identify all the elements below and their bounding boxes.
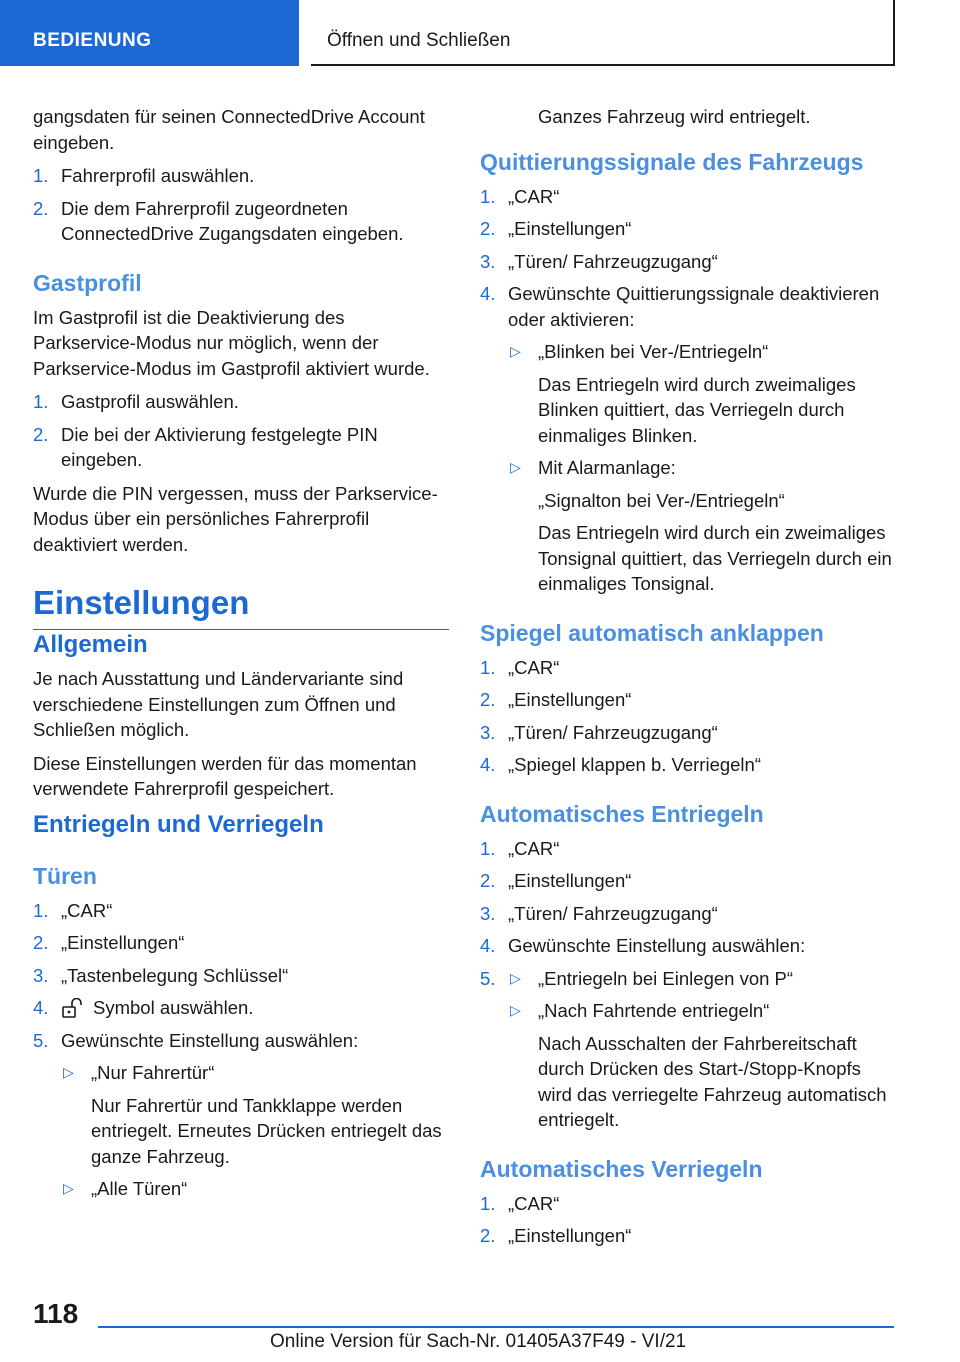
heading-allgemein: Allgemein [33,631,148,658]
heading-gastprofil: Gastprofil [33,269,142,296]
list-item: 4. „Spiegel klappen b. Verriegeln“ [480,754,761,775]
option-description: Das Entriegeln wird durch zweimaliges Blinken quittiert, das Verriegeln durch einmaliges Blinken. [538,373,856,446]
list-item: 1. Gastprofil auswählen. [33,391,239,412]
list-item: 4. Symbol auswählen. [33,997,254,1018]
heading-automatisches-entriegeln: Automatisches Entriegeln [480,800,764,827]
option-description: Das Entriegeln wird durch ein zweimaliges Tonsignal quittiert, das Verriegeln durch ein einmaliges Tonsignal. [538,522,892,594]
option-item: ▷ „Nur Fahrertür“ [33,1060,449,1086]
section-label: BEDIENUNG [33,30,152,51]
list-item: 2. „Einstellungen“ [480,870,632,891]
option-description: Nach Ausschalten der Fahrbereitschaft durch Drücken des Start-/Stopp-Knopfs wird das verriegelte Fahrzeug automatisch entriegelt. [538,1032,887,1130]
unlock-icon [61,998,87,1018]
list-item: 1. „CAR“ [33,899,113,921]
list-item: 4. Gewünschte Quittierungssignale deaktivieren oder aktivieren: [480,283,880,330]
section-tab [0,0,299,66]
list-item: 3. „Türen/ Fahrzeugzugang“ [480,902,718,924]
list-item: 1. „CAR“ [480,656,560,678]
triangle-bullet-icon: ▷ [510,1002,521,1018]
right-column [480,104,896,1257]
triangle-bullet-icon: ▷ [510,343,521,359]
list-item: 1. Fahrerprofil auswählen. [33,165,255,186]
option-description: Nur Fahrertür und Tankklappe werden entriegelt. Erneutes Drücken entriegelt das ganze Fahrzeug. [91,1094,442,1167]
list-item: 1. „CAR“ [480,185,560,207]
chapter-title: Öffnen und Schließen [327,30,511,51]
intro-text: gangsdaten für seinen ConnectedDrive Account eingeben. [33,106,425,153]
steps-spiegel [480,655,896,778]
heading-entriegeln-verriegeln: Entriegeln und Verriegeln [33,810,324,838]
left-column [33,104,449,1210]
steps-tueren [33,898,449,1202]
list-item: 2. Die bei der Aktivierung festgelegte PIN eingeben. [33,423,378,470]
list-item: 1. „CAR“ [480,837,560,859]
list-item: 2. „Einstellungen“ [480,218,632,239]
option-item: ▷ „Nach Fahrtende entriegeln“ [480,998,896,1024]
footer-divider [98,1326,894,1328]
triangle-bullet-icon: ▷ [510,459,521,475]
steps-fahrerprofil [33,163,449,247]
gastprofil-text: Im Gastprofil ist die Deaktivierung des Parkservice-Modus nur möglich, wenn der Parkservice-Modus im Gastprofil aktiviert wurde. [33,306,430,379]
list-item: 3. „Türen/ Fahrzeugzugang“ [480,721,718,743]
list-item: 3. „Tastenbelegung Schlüssel“ [33,964,289,986]
allgemein-text-1: Je nach Ausstattung und Ländervariante sind verschiedene Einstellungen zum Öffnen und Schließen möglich. [33,668,404,740]
steps-quittierung [480,184,896,597]
pin-text: Wurde die PIN vergessen, muss der Parkservice-Modus über ein persönliches Fahrerprofil deaktiviert werden. [33,482,438,555]
footer-version-text: Online Version für Sach-Nr. 01405A37F49 - VI/21 [270,1331,687,1352]
steps-gastprofil [33,389,449,473]
list-item: 4. Gewünschte Einstellung auswählen: [480,935,806,956]
list-item: 2. „Einstellungen“ [480,689,632,710]
chapter-title-box [311,0,895,66]
page-header [0,0,960,66]
option-sublabel: „Signalton bei Ver-/Entriegeln“ [538,489,785,511]
option-item: ▷ Mit Alarmanlage: [480,455,896,481]
option-item: 5. ▷ „Entriegeln bei Einlegen von P“ [480,966,896,992]
list-item: 3. „Türen/ Fahrzeugzugang“ [480,250,718,272]
steps-auto-verriegeln [480,1191,896,1249]
option-item: ▷ „Alle Türen“ [33,1176,449,1202]
continued-text: Ganzes Fahrzeug wird entriegelt. [538,106,811,127]
list-item: 5. Gewünschte Einstellung auswählen: [33,1029,359,1051]
heading-spiegel: Spiegel automatisch anklappen [480,619,824,646]
allgemein-text-2: Diese Einstellungen werden für das momentan verwendete Fahrerprofil gespeichert. [33,752,417,799]
page-number: 118 [33,1298,79,1329]
heading-tueren: Türen [33,862,97,889]
triangle-bullet-icon: ▷ [63,1180,74,1196]
triangle-bullet-icon: ▷ [510,969,521,986]
steps-auto-entriegeln [480,836,896,1133]
heading-automatisches-verriegeln: Automatisches Verriegeln [480,1155,763,1182]
heading-einstellungen: Einstellungen [33,583,449,630]
heading-quittierungssignale: Quittierungssignale des Fahrzeugs [480,148,864,175]
list-item: 2. „Einstellungen“ [480,1225,632,1246]
list-item: 1. „CAR“ [480,1192,560,1214]
list-item: 2. Die dem Fahrerprofil zugeordneten ConnectedDrive Zugangsdaten eingeben. [33,197,404,244]
option-item: ▷ „Blinken bei Ver-/Entriegeln“ [480,339,896,365]
triangle-bullet-icon: ▷ [63,1064,74,1080]
list-item: 2. „Einstellungen“ [33,932,185,953]
